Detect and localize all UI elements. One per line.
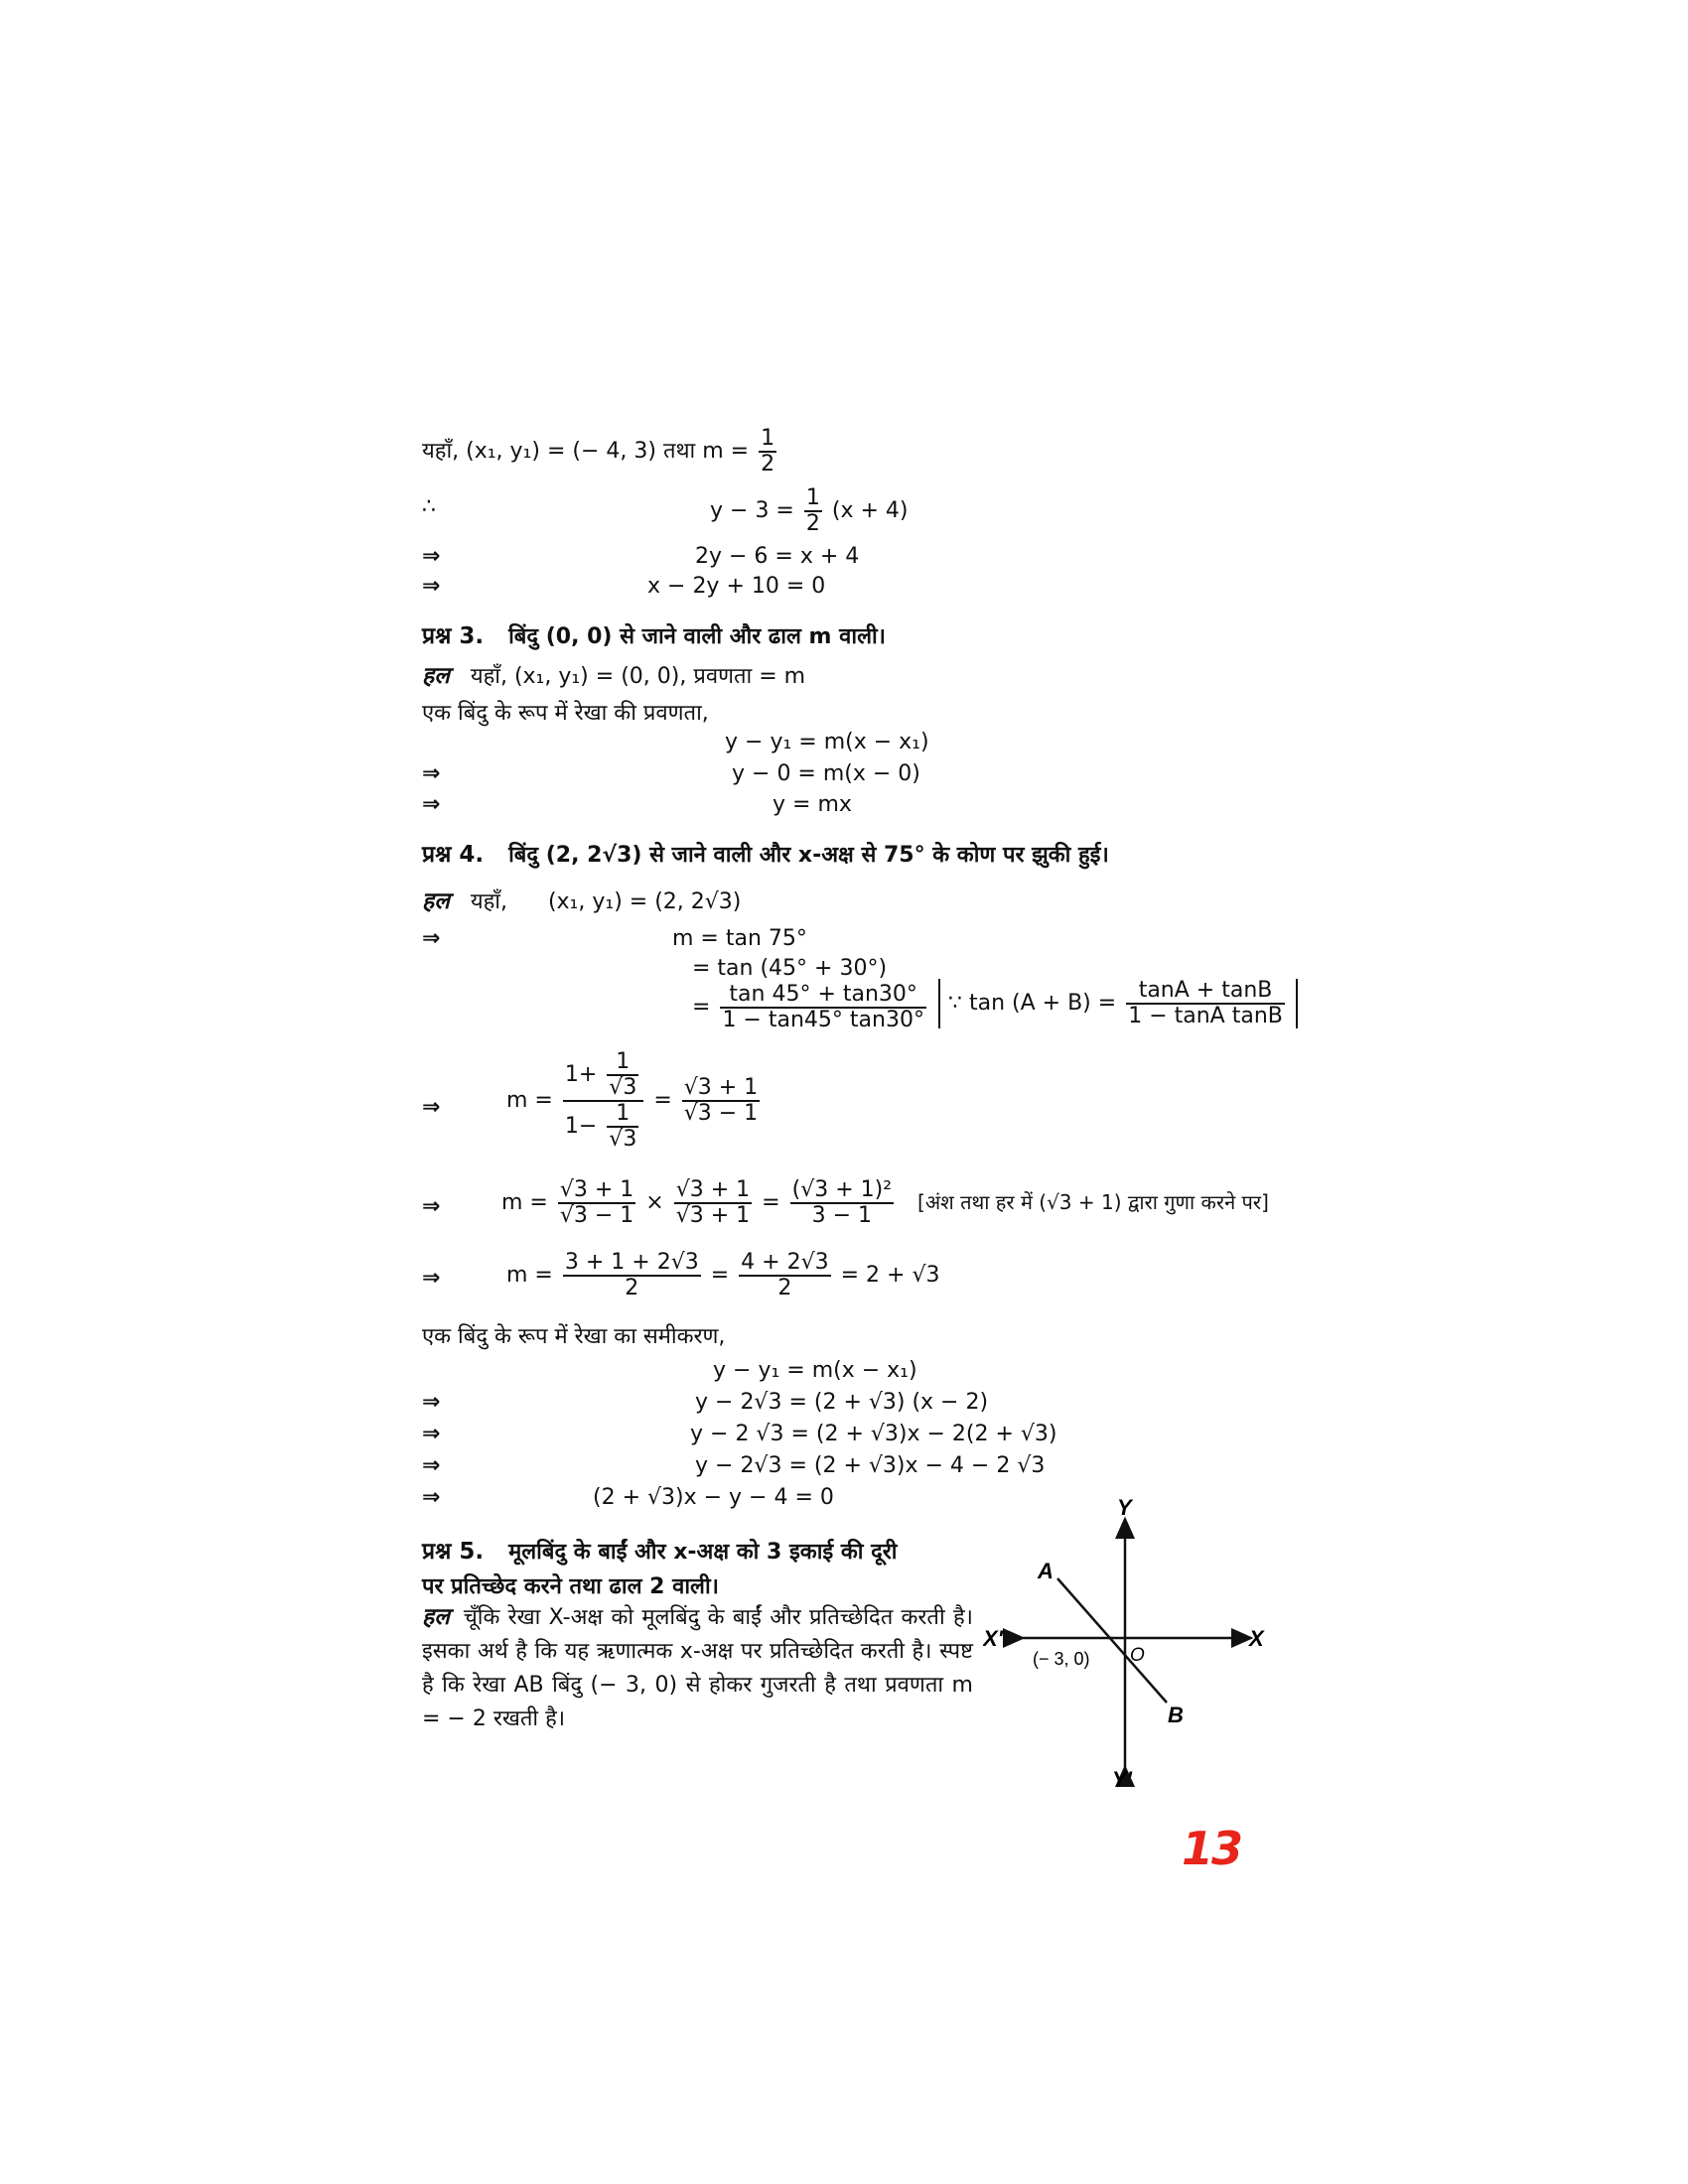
equation-step: m = tan 75° — [672, 926, 807, 951]
term: 1− — [564, 1114, 598, 1139]
question-5 — [422, 1534, 898, 1566]
inner-fraction — [607, 1102, 638, 1152]
line-ab-figure — [983, 1499, 1271, 1787]
slope-fraction — [759, 427, 776, 477]
fraction — [558, 1178, 635, 1228]
compound-fraction-step — [506, 1050, 763, 1152]
solution-text: चूँकि रेखा X-अक्ष को मूलबिंदु के बाईं और प्रतिच्छेदित करती है। इसका अर्थ है कि यह ऋणात्मक x-अक्ष पर प्रतिच्छेदित करती है। स्पष्ट है कि रेखा AB बिंदु (− 3, 0) से होकर गुजरती है तथा प्रवणता m = − 2 रखती है। — [422, 1605, 973, 1731]
fraction — [674, 1178, 752, 1228]
solution-text: (x₁, y₁) = (2, 2√3) — [547, 889, 742, 914]
equation-result: (2 + √3)x − y − 4 = 0 — [593, 1485, 834, 1510]
fraction — [563, 1251, 701, 1300]
equation-lhs: m = — [506, 1263, 553, 1288]
fraction-numerator: tan 45° + tan30° — [720, 983, 926, 1009]
formula-fraction — [1126, 979, 1285, 1028]
fraction-numerator: √3 + 1 — [675, 1177, 751, 1202]
point-a-label: A — [1038, 1559, 1054, 1583]
fraction-numerator: 1 — [761, 426, 775, 451]
equation-step: y − y₁ = m(x − x₁) — [713, 1358, 917, 1383]
equals-sign: = — [762, 1190, 780, 1215]
question-label: प्रश्न 3. — [422, 623, 485, 649]
fraction-denominator: √3 — [609, 1075, 637, 1100]
equation-step: = tan (45° + 30°) — [692, 956, 888, 981]
solution-here: यहाँ, — [470, 889, 507, 914]
formula-lhs: ∵ tan (A + B) = — [948, 991, 1117, 1016]
fraction-numerator: 1 — [805, 485, 820, 510]
fraction-denominator: √3 — [609, 1127, 637, 1152]
compound-denominator — [563, 1102, 643, 1152]
solution-label: हल — [422, 888, 450, 914]
result-fraction — [682, 1076, 760, 1126]
solution-text: यहाँ, (x₁, y₁) = (0, 0), प्रवणता = m — [470, 664, 806, 689]
rationalize-step — [501, 1178, 1269, 1228]
equation-lhs: m = — [501, 1190, 548, 1215]
equation-rhs: (x + 4) — [831, 498, 909, 523]
equals-sign: = — [653, 1088, 672, 1113]
equals-sign: = — [692, 995, 711, 1020]
fraction-numerator: 1 — [607, 1102, 638, 1128]
fraction-denominator: 2 — [625, 1276, 639, 1300]
solution-3 — [422, 658, 805, 690]
fraction-denominator: 2 — [777, 1276, 792, 1300]
fraction-denominator: 1 − tan45° tan30° — [722, 1008, 924, 1032]
compound-numerator — [563, 1050, 643, 1102]
slope-result: = 2 + √3 — [840, 1263, 940, 1288]
point-slope-equation — [710, 486, 908, 536]
implies-symbol: ⇒ — [422, 574, 441, 599]
fraction-denominator: √3 − 1 — [559, 1203, 634, 1228]
rationalize-note: [अंश तथा हर में (√3 + 1) द्वारा गुणा करने पर] — [917, 1190, 1269, 1214]
fraction-denominator: √3 + 1 — [675, 1203, 751, 1228]
half-fraction — [804, 486, 822, 536]
fraction-numerator: tanA + tanB — [1126, 979, 1285, 1005]
y-label: Y — [1117, 1499, 1132, 1520]
equation-step: y − 2√3 = (2 + √3)x − 4 − 2 √3 — [695, 1453, 1046, 1478]
implies-symbol: ⇒ — [422, 761, 441, 786]
given-values-line — [422, 427, 779, 477]
x-label: X — [1249, 1626, 1264, 1651]
implies-symbol: ⇒ — [422, 1095, 441, 1120]
equation-step: y − y₁ = m(x − x₁) — [725, 730, 929, 754]
term: 1+ — [564, 1062, 598, 1087]
equation-step: y − 0 = m(x − 0) — [732, 761, 920, 786]
equation-lhs: m = — [506, 1088, 553, 1113]
equation-lhs: y − 3 = — [710, 498, 794, 523]
solution-5 — [422, 1600, 973, 1736]
given-prefix: यहाँ, (x₁, y₁) = (− 4, 3) तथा m = — [422, 439, 750, 464]
implies-symbol: ⇒ — [422, 544, 441, 569]
multiply-sign: × — [645, 1190, 664, 1215]
y-prime-label: Y' — [1112, 1767, 1132, 1787]
fraction-denominator: 3 − 1 — [811, 1203, 873, 1228]
equation-result: x − 2y + 10 = 0 — [647, 574, 826, 599]
intercept-label: (− 3, 0) — [1033, 1649, 1090, 1669]
tan-sum-fraction — [720, 983, 926, 1032]
question-label: प्रश्न 4. — [422, 842, 485, 868]
equation-step: y − 2√3 = (2 + √3) (x − 2) — [695, 1390, 989, 1415]
equation-step: 2y − 6 = x + 4 — [695, 544, 860, 569]
origin-label: O — [1130, 1645, 1145, 1666]
fraction-denominator: 1 − tanA tanB — [1128, 1004, 1283, 1028]
fraction — [739, 1251, 830, 1300]
solution-line: एक बिंदु के रूप में रेखा की प्रवणता, — [422, 701, 709, 726]
implies-symbol: ⇒ — [422, 1390, 441, 1415]
question-label: प्रश्न 5. — [422, 1539, 485, 1565]
equation-result: y = mx — [773, 792, 852, 817]
fraction-numerator: 3 + 1 + 2√3 — [564, 1250, 699, 1275]
simplify-step — [506, 1251, 939, 1300]
compound-fraction — [563, 1050, 643, 1152]
fraction-numerator: √3 + 1 — [683, 1075, 759, 1100]
implies-symbol: ⇒ — [422, 1266, 441, 1291]
question-text: मूलबिंदु के बाईं और x-अक्ष को 3 इकाई की दूरी — [508, 1540, 898, 1565]
fraction — [790, 1178, 894, 1228]
fraction-denominator: 2 — [761, 452, 775, 477]
question-3 — [422, 618, 886, 650]
line-ab — [1057, 1578, 1167, 1703]
implies-symbol: ⇒ — [422, 1194, 441, 1219]
equation-step: y − 2 √3 = (2 + √3)x − 2(2 + √3) — [690, 1422, 1057, 1446]
therefore-symbol: ∴ — [422, 494, 436, 519]
fraction-numerator: 1 — [607, 1050, 638, 1076]
solution-label: हल — [422, 663, 450, 689]
question-text-continued: पर प्रतिच्छेद करने तथा ढाल 2 वाली। — [422, 1574, 719, 1599]
point-b-label: B — [1168, 1703, 1184, 1727]
solution-label: हल — [422, 1604, 450, 1630]
solution-line: एक बिंदु के रूप में रेखा का समीकरण, — [422, 1324, 726, 1349]
formula-bracket — [938, 979, 1298, 1028]
implies-symbol: ⇒ — [422, 1485, 441, 1510]
question-text: बिंदु (0, 0) से जाने वाली और ढाल m वाली। — [508, 624, 887, 649]
fraction-denominator: √3 − 1 — [683, 1101, 759, 1126]
implies-symbol: ⇒ — [422, 926, 441, 951]
question-text: बिंदु (2, 2√3) से जाने वाली और x-अक्ष से 75° के कोण पर झुकी हुई। — [508, 843, 1109, 868]
x-prime-label: X' — [983, 1626, 1003, 1651]
page-number: 13 — [1182, 1822, 1242, 1875]
implies-symbol: ⇒ — [422, 792, 441, 817]
implies-symbol: ⇒ — [422, 1422, 441, 1446]
fraction-numerator: 4 + 2√3 — [741, 1250, 829, 1275]
fraction-denominator: 2 — [805, 511, 820, 536]
tan-sum-formula — [938, 979, 1298, 1028]
solution-4 — [422, 884, 741, 915]
inner-fraction — [607, 1050, 638, 1100]
fraction-numerator: √3 + 1 — [559, 1177, 634, 1202]
equals-sign: = — [710, 1263, 730, 1288]
fraction-numerator: (√3 + 1)² — [791, 1177, 893, 1202]
question-4 — [422, 837, 1109, 869]
tan-sum-step — [692, 983, 929, 1032]
implies-symbol: ⇒ — [422, 1453, 441, 1478]
